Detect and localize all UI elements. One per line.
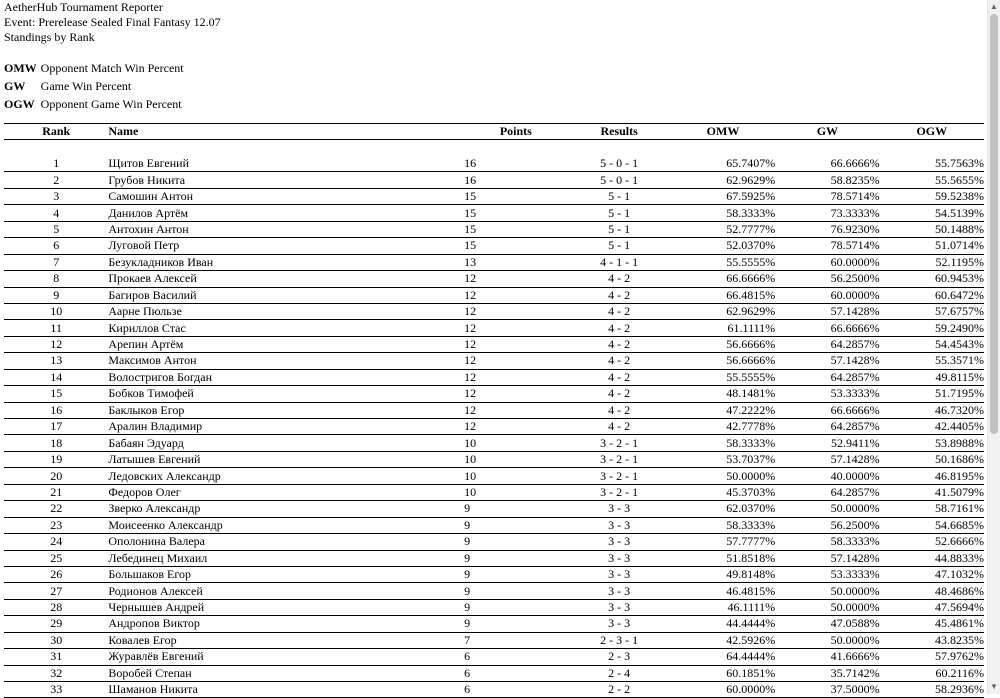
cell-points: 15: [464, 238, 567, 254]
cell-results: 3 - 3: [567, 517, 670, 533]
cell-points: 10: [464, 468, 567, 484]
cell-omw: 46.4815%: [671, 583, 775, 599]
cell-name: Багиров Василий: [108, 287, 464, 303]
cell-name: Ковалев Егор: [108, 632, 464, 648]
cell-rank: 28: [4, 599, 108, 615]
table-row: [4, 468, 984, 484]
cell-results: 4 - 2: [567, 287, 670, 303]
cell-omw: 52.0370%: [671, 238, 775, 254]
table-row: [4, 303, 984, 319]
cell-name: Щитов Евгений: [108, 156, 464, 172]
cell-name: Самошин Антон: [108, 188, 464, 204]
cell-gw: 50.0000%: [775, 632, 879, 648]
table-row: [4, 451, 984, 467]
cell-ogw: 60.9453%: [880, 271, 984, 287]
standings-table: [4, 123, 984, 698]
table-row: [4, 271, 984, 287]
cell-rank: 9: [4, 287, 108, 303]
app-title: AetherHub Tournament Reporter: [4, 0, 163, 14]
table-row: [4, 419, 984, 435]
cell-ogw: 58.7161%: [880, 501, 984, 517]
table-row: [4, 599, 984, 615]
cell-gw: 53.3333%: [775, 566, 879, 582]
cell-omw: 60.0000%: [671, 682, 775, 698]
cell-omw: 52.7777%: [671, 221, 775, 237]
cell-ogw: 45.4861%: [880, 616, 984, 632]
cell-ogw: 60.2116%: [880, 665, 984, 681]
table-row: [4, 682, 984, 698]
column-header-rank: Rank: [4, 124, 108, 140]
cell-points: 7: [464, 632, 567, 648]
cell-name: Андропов Виктор: [108, 616, 464, 632]
cell-omw: 58.3333%: [671, 435, 775, 451]
cell-rank: 6: [4, 238, 108, 254]
cell-results: 5 - 1: [567, 188, 670, 204]
cell-gw: 78.5714%: [775, 238, 879, 254]
cell-omw: 65.7407%: [671, 156, 775, 172]
cell-gw: 60.0000%: [775, 287, 879, 303]
cell-name: Шаманов Никита: [108, 682, 464, 698]
cell-rank: 3: [4, 188, 108, 204]
cell-results: 4 - 2: [567, 271, 670, 287]
cell-results: 2 - 3 - 1: [567, 632, 670, 648]
cell-name: Максимов Антон: [108, 353, 464, 369]
legend-abbr: OGW: [4, 96, 35, 111]
cell-omw: 62.9629%: [671, 172, 775, 188]
cell-gw: 47.0588%: [775, 616, 879, 632]
table-row: [4, 254, 984, 270]
cell-ogw: 46.8195%: [880, 468, 984, 484]
cell-name: Грубов Никита: [108, 172, 464, 188]
cell-name: Родионов Алексей: [108, 583, 464, 599]
cell-omw: 64.4444%: [671, 649, 775, 665]
cell-ogw: 54.5139%: [880, 205, 984, 221]
legend-row: [4, 77, 184, 95]
cell-ogw: 46.7320%: [880, 402, 984, 418]
cell-points: 12: [464, 336, 567, 352]
cell-ogw: 60.6472%: [880, 287, 984, 303]
table-row: [4, 583, 984, 599]
table-row: [4, 336, 984, 352]
cell-ogw: 50.1488%: [880, 221, 984, 237]
table-row: [4, 566, 984, 582]
cell-name: Аралин Владимир: [108, 419, 464, 435]
cell-results: 4 - 1 - 1: [567, 254, 670, 270]
cell-name: Моисеенко Александр: [108, 517, 464, 533]
cell-results: 3 - 3: [567, 550, 670, 566]
cell-omw: 58.3333%: [671, 205, 775, 221]
table-row: [4, 238, 984, 254]
cell-ogw: 59.5238%: [880, 188, 984, 204]
cell-rank: 14: [4, 369, 108, 385]
cell-rank: 17: [4, 419, 108, 435]
cell-ogw: 57.9762%: [880, 649, 984, 665]
cell-omw: 57.7777%: [671, 534, 775, 550]
cell-name: Лебединец Михаил: [108, 550, 464, 566]
cell-results: 4 - 2: [567, 303, 670, 319]
cell-results: 2 - 4: [567, 665, 670, 681]
table-row: [4, 616, 984, 632]
cell-results: 3 - 3: [567, 534, 670, 550]
table-row: [4, 287, 984, 303]
cell-ogw: 55.3571%: [880, 353, 984, 369]
cell-name: Прокаев Алексей: [108, 271, 464, 287]
legend-abbr: GW: [4, 78, 26, 93]
cell-results: 5 - 1: [567, 221, 670, 237]
cell-rank: 16: [4, 402, 108, 418]
cell-results: 5 - 0 - 1: [567, 156, 670, 172]
cell-omw: 48.1481%: [671, 386, 775, 402]
cell-points: 9: [464, 616, 567, 632]
cell-points: 16: [464, 172, 567, 188]
cell-points: 9: [464, 501, 567, 517]
cell-ogw: 53.8988%: [880, 435, 984, 451]
table-row: [4, 386, 984, 402]
cell-ogw: 58.2936%: [880, 682, 984, 698]
cell-omw: 42.5926%: [671, 632, 775, 648]
cell-points: 15: [464, 221, 567, 237]
cell-rank: 10: [4, 303, 108, 319]
cell-gw: 57.1428%: [775, 550, 879, 566]
spacer-row: [4, 140, 984, 157]
table-row: [4, 320, 984, 336]
cell-omw: 56.6666%: [671, 353, 775, 369]
cell-points: 6: [464, 649, 567, 665]
table-row: [4, 484, 984, 500]
table-row: [4, 632, 984, 648]
column-header-name: Name: [108, 124, 464, 140]
report-page: [4, 0, 984, 697]
cell-ogw: 51.7195%: [880, 386, 984, 402]
cell-omw: 46.1111%: [671, 599, 775, 615]
table-row: [4, 369, 984, 385]
cell-results: 3 - 3: [567, 616, 670, 632]
cell-rank: 33: [4, 682, 108, 698]
cell-name: Латышев Евгений: [108, 451, 464, 467]
table-row: [4, 353, 984, 369]
cell-points: 12: [464, 303, 567, 319]
cell-results: 3 - 3: [567, 501, 670, 517]
cell-ogw: 47.5694%: [880, 599, 984, 615]
cell-points: 6: [464, 682, 567, 698]
cell-gw: 66.6666%: [775, 156, 879, 172]
cell-name: Бабаян Эдуард: [108, 435, 464, 451]
cell-name: Федоров Олег: [108, 484, 464, 500]
cell-omw: 58.3333%: [671, 517, 775, 533]
cell-name: Журавлёв Евгений: [108, 649, 464, 665]
cell-gw: 35.7142%: [775, 665, 879, 681]
cell-name: Ледовских Александр: [108, 468, 464, 484]
table-header-row: [4, 124, 984, 140]
cell-gw: 66.6666%: [775, 320, 879, 336]
cell-points: 16: [464, 156, 567, 172]
column-header-points: Points: [464, 124, 567, 140]
scroll-up-arrow-icon[interactable]: ▲: [990, 2, 998, 11]
legend-abbr: OMW: [4, 60, 37, 75]
cell-points: 12: [464, 320, 567, 336]
cell-rank: 23: [4, 517, 108, 533]
column-header-ogw: OGW: [880, 124, 984, 140]
cell-gw: 60.0000%: [775, 254, 879, 270]
table-row: [4, 156, 984, 172]
cell-omw: 66.4815%: [671, 287, 775, 303]
cell-ogw: 57.6757%: [880, 303, 984, 319]
cell-rank: 22: [4, 501, 108, 517]
cell-omw: 60.1851%: [671, 665, 775, 681]
cell-points: 6: [464, 665, 567, 681]
cell-omw: 55.5555%: [671, 369, 775, 385]
cell-points: 12: [464, 287, 567, 303]
abbreviation-legend: [4, 59, 184, 113]
cell-results: 3 - 3: [567, 599, 670, 615]
cell-gw: 50.0000%: [775, 599, 879, 615]
table-row: [4, 534, 984, 550]
cell-omw: 61.1111%: [671, 320, 775, 336]
cell-name: Бобков Тимофей: [108, 386, 464, 402]
cell-points: 10: [464, 451, 567, 467]
cell-name: Кириллов Стас: [108, 320, 464, 336]
cell-rank: 20: [4, 468, 108, 484]
legend-row: [4, 59, 184, 77]
cell-results: 3 - 2 - 1: [567, 451, 670, 467]
cell-rank: 5: [4, 221, 108, 237]
cell-gw: 66.6666%: [775, 402, 879, 418]
cell-results: 3 - 3: [567, 566, 670, 582]
cell-points: 12: [464, 402, 567, 418]
cell-gw: 50.0000%: [775, 501, 879, 517]
cell-ogw: 59.2490%: [880, 320, 984, 336]
cell-results: 5 - 1: [567, 238, 670, 254]
cell-omw: 42.7778%: [671, 419, 775, 435]
legend-row: [4, 95, 184, 113]
cell-omw: 62.9629%: [671, 303, 775, 319]
cell-name: Луговой Петр: [108, 238, 464, 254]
cell-ogw: 44.8833%: [880, 550, 984, 566]
cell-ogw: 50.1686%: [880, 451, 984, 467]
cell-gw: 57.1428%: [775, 303, 879, 319]
legend-text: Game Win Percent: [40, 78, 132, 93]
cell-rank: 1: [4, 156, 108, 172]
cell-omw: 55.5555%: [671, 254, 775, 270]
cell-points: 12: [464, 419, 567, 435]
cell-omw: 56.6666%: [671, 336, 775, 352]
cell-omw: 62.0370%: [671, 501, 775, 517]
cell-rank: 13: [4, 353, 108, 369]
cell-ogw: 54.4543%: [880, 336, 984, 352]
cell-name: Зверко Александр: [108, 501, 464, 517]
cell-ogw: 42.4405%: [880, 419, 984, 435]
cell-rank: 19: [4, 451, 108, 467]
cell-points: 9: [464, 599, 567, 615]
cell-ogw: 52.6666%: [880, 534, 984, 550]
cell-gw: 76.9230%: [775, 221, 879, 237]
vertical-scrollbar[interactable]: [987, 0, 1000, 694]
standings-body: [4, 140, 984, 698]
table-row: [4, 402, 984, 418]
cell-gw: 58.3333%: [775, 534, 879, 550]
cell-points: 12: [464, 271, 567, 287]
cell-omw: 50.0000%: [671, 468, 775, 484]
cell-gw: 64.2857%: [775, 336, 879, 352]
cell-gw: 57.1428%: [775, 451, 879, 467]
cell-gw: 56.2500%: [775, 271, 879, 287]
table-row: [4, 665, 984, 681]
cell-name: Антохин Антон: [108, 221, 464, 237]
cell-gw: 64.2857%: [775, 484, 879, 500]
column-header-results: Results: [567, 124, 670, 140]
cell-points: 12: [464, 369, 567, 385]
legend-text: Opponent Match Win Percent: [40, 60, 184, 75]
standings-title: Standings by Rank: [4, 30, 95, 44]
cell-rank: 7: [4, 254, 108, 270]
column-header-gw: GW: [775, 124, 879, 140]
cell-ogw: 51.0714%: [880, 238, 984, 254]
cell-points: 9: [464, 550, 567, 566]
cell-points: 9: [464, 583, 567, 599]
cell-results: 3 - 2 - 1: [567, 484, 670, 500]
cell-gw: 64.2857%: [775, 369, 879, 385]
cell-results: 5 - 1: [567, 205, 670, 221]
table-row: [4, 435, 984, 451]
cell-rank: 11: [4, 320, 108, 336]
cell-omw: 44.4444%: [671, 616, 775, 632]
cell-points: 12: [464, 386, 567, 402]
cell-points: 9: [464, 517, 567, 533]
cell-points: 9: [464, 534, 567, 550]
cell-results: 3 - 3: [567, 583, 670, 599]
cell-points: 15: [464, 205, 567, 221]
cell-gw: 57.1428%: [775, 353, 879, 369]
table-row: [4, 501, 984, 517]
cell-results: 4 - 2: [567, 336, 670, 352]
cell-rank: 26: [4, 566, 108, 582]
cell-ogw: 54.6685%: [880, 517, 984, 533]
cell-omw: 49.8148%: [671, 566, 775, 582]
cell-omw: 66.6666%: [671, 271, 775, 287]
cell-results: 3 - 2 - 1: [567, 468, 670, 484]
table-row: [4, 221, 984, 237]
table-row: [4, 172, 984, 188]
cell-rank: 27: [4, 583, 108, 599]
cell-gw: 50.0000%: [775, 583, 879, 599]
cell-ogw: 49.8115%: [880, 369, 984, 385]
cell-name: Аарне Пюльзе: [108, 303, 464, 319]
cell-name: Безукладников Иван: [108, 254, 464, 270]
cell-ogw: 52.1195%: [880, 254, 984, 270]
cell-results: 4 - 2: [567, 320, 670, 336]
table-row: [4, 188, 984, 204]
cell-rank: 32: [4, 665, 108, 681]
table-row: [4, 550, 984, 566]
cell-ogw: 55.7563%: [880, 156, 984, 172]
cell-rank: 31: [4, 649, 108, 665]
cell-gw: 73.3333%: [775, 205, 879, 221]
cell-results: 2 - 3: [567, 649, 670, 665]
cell-results: 4 - 2: [567, 353, 670, 369]
scrollbar-thumb[interactable]: [990, 14, 998, 434]
table-row: [4, 205, 984, 221]
cell-name: Ополонина Валера: [108, 534, 464, 550]
cell-omw: 45.3703%: [671, 484, 775, 500]
cell-gw: 58.8235%: [775, 172, 879, 188]
cell-rank: 15: [4, 386, 108, 402]
cell-ogw: 43.8235%: [880, 632, 984, 648]
cell-points: 10: [464, 435, 567, 451]
cell-gw: 56.2500%: [775, 517, 879, 533]
cell-omw: 67.5925%: [671, 188, 775, 204]
cell-gw: 37.5000%: [775, 682, 879, 698]
cell-results: 4 - 2: [567, 386, 670, 402]
cell-rank: 4: [4, 205, 108, 221]
cell-rank: 24: [4, 534, 108, 550]
report-header: [4, 0, 984, 45]
cell-points: 9: [464, 566, 567, 582]
event-title: Event: Prerelease Sealed Final Fantasy 12.07: [4, 15, 221, 29]
scroll-down-arrow-icon[interactable]: ▼: [990, 682, 998, 691]
cell-gw: 40.0000%: [775, 468, 879, 484]
cell-omw: 53.7037%: [671, 451, 775, 467]
cell-omw: 47.2222%: [671, 402, 775, 418]
cell-rank: 21: [4, 484, 108, 500]
table-row: [4, 517, 984, 533]
cell-name: Воробей Степан: [108, 665, 464, 681]
cell-omw: 51.8518%: [671, 550, 775, 566]
cell-results: 2 - 2: [567, 682, 670, 698]
cell-ogw: 47.1032%: [880, 566, 984, 582]
cell-results: 4 - 2: [567, 419, 670, 435]
cell-rank: 29: [4, 616, 108, 632]
cell-name: Чернышев Андрей: [108, 599, 464, 615]
cell-rank: 30: [4, 632, 108, 648]
cell-ogw: 41.5079%: [880, 484, 984, 500]
cell-gw: 78.5714%: [775, 188, 879, 204]
cell-rank: 8: [4, 271, 108, 287]
cell-gw: 52.9411%: [775, 435, 879, 451]
legend-text: Opponent Game Win Percent: [40, 96, 182, 111]
cell-gw: 41.6666%: [775, 649, 879, 665]
cell-name: Данилов Артём: [108, 205, 464, 221]
cell-rank: 18: [4, 435, 108, 451]
cell-results: 4 - 2: [567, 369, 670, 385]
cell-results: 3 - 2 - 1: [567, 435, 670, 451]
cell-name: Волостригов Богдан: [108, 369, 464, 385]
cell-name: Баклыков Егор: [108, 402, 464, 418]
cell-name: Большаков Егор: [108, 566, 464, 582]
cell-points: 10: [464, 484, 567, 500]
cell-results: 4 - 2: [567, 402, 670, 418]
cell-gw: 53.3333%: [775, 386, 879, 402]
cell-points: 12: [464, 353, 567, 369]
column-header-omw: OMW: [671, 124, 775, 140]
cell-ogw: 55.5655%: [880, 172, 984, 188]
cell-rank: 2: [4, 172, 108, 188]
cell-points: 15: [464, 188, 567, 204]
cell-rank: 25: [4, 550, 108, 566]
cell-name: Арепин Артём: [108, 336, 464, 352]
cell-points: 13: [464, 254, 567, 270]
cell-ogw: 48.4686%: [880, 583, 984, 599]
cell-results: 5 - 0 - 1: [567, 172, 670, 188]
table-row: [4, 649, 984, 665]
cell-rank: 12: [4, 336, 108, 352]
cell-gw: 64.2857%: [775, 419, 879, 435]
